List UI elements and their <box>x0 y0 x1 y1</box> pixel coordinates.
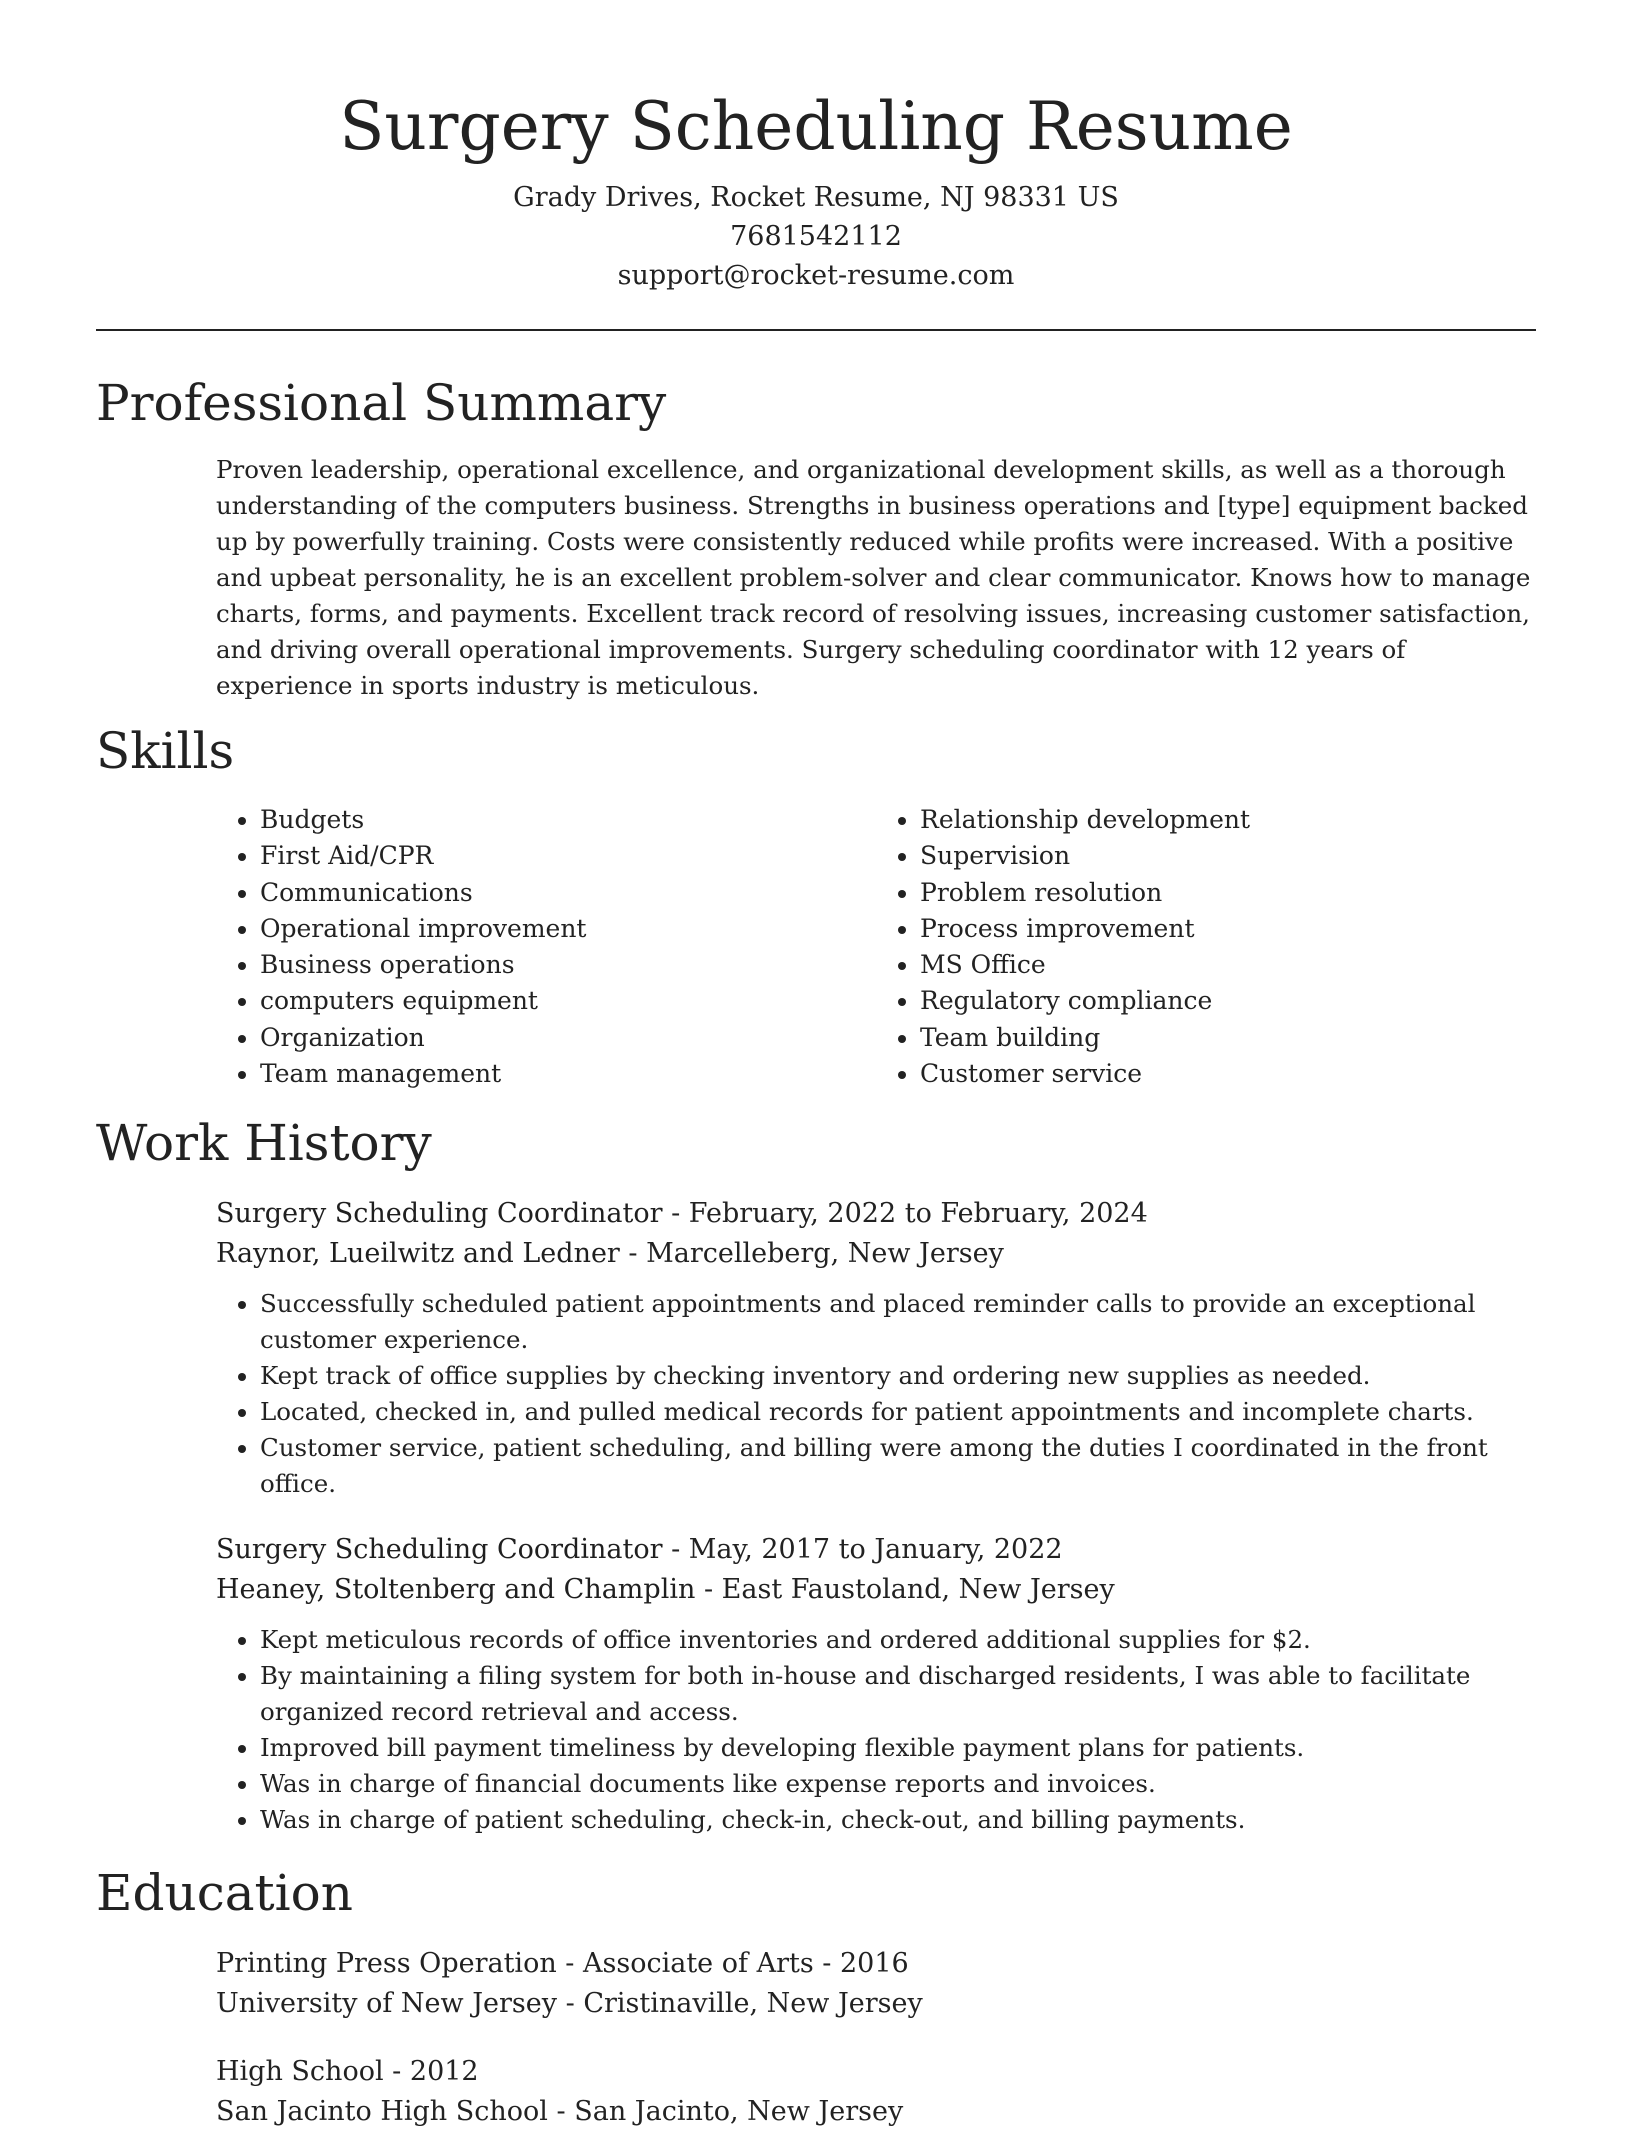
job-duties <box>216 1622 1536 1838</box>
skill-item: • Organization <box>260 1020 876 1056</box>
school-line: University of New Jersey - Cristinaville, New Jersey <box>216 1988 923 2020</box>
job-company-line: Heaney, Stoltenberg and Champlin - East Faustoland, New Jersey <box>216 1574 1115 1606</box>
job-company-line: Raynor, Lueilwitz and Ledner - Marcelleberg, New Jersey <box>216 1238 1004 1270</box>
summary-text: Proven leadership, operational excellence, and organizational development skills, as well as a thorough understanding of the computers business. Strengths in business operations and [type] equipment backed up by powerfully training. Costs were consistently reduced while profits were increased. With a positive and upbeat personality, he is an excellent problem-solver and clear communicator. Knows how to manage charts, forms, and payments. Excellent track record of resolving issues, increasing customer satisfaction, and driving overall operational improvements. Surgery scheduling coordinator with 12 years of experience in sports industry is meticulous. <box>216 455 1531 700</box>
resume-page <box>96 0 1536 2132</box>
degree-line: Printing Press Operation - Associate of Arts - 2016 <box>216 1948 909 1980</box>
job-location: Marcelleberg, New Jersey <box>646 1238 1004 1270</box>
job-location: East Faustoland, New Jersey <box>721 1574 1115 1606</box>
skills-heading: Skills <box>96 722 235 780</box>
job-duty: • Kept track of office supplies by checking inventory and ordering new supplies as needed. <box>260 1358 1536 1394</box>
skill-item: • Relationship development <box>920 802 1536 838</box>
education-entry <box>216 2052 1536 2132</box>
job-dates: May, 2017 to January, 2022 <box>688 1534 1063 1566</box>
skill-item: • Operational improvement <box>260 911 876 947</box>
job-duties <box>216 1286 1536 1502</box>
skill-item: • Communications <box>260 875 876 911</box>
skill-item: • Team building <box>920 1020 1536 1056</box>
job-title: Surgery Scheduling Coordinator <box>216 1534 663 1566</box>
job-title-line: Surgery Scheduling Coordinator - May, 2017 to January, 2022 <box>216 1534 1063 1566</box>
education-heading: Education <box>96 1864 353 1923</box>
skill-item: • Business operations <box>260 947 876 983</box>
school-name: University of New Jersey <box>216 1988 558 2020</box>
job-duty: • Customer service, patient scheduling, and billing were among the duties I coordinated in the front office. <box>260 1430 1536 1502</box>
job-entry <box>216 1194 1536 1502</box>
contact-block <box>96 178 1536 295</box>
job-duty: • Successfully scheduled patient appointments and placed reminder calls to provide an exceptional customer experience. <box>260 1286 1536 1358</box>
skill-item: • computers equipment <box>260 983 876 1019</box>
job-company: Heaney, Stoltenberg and Champlin <box>216 1574 696 1606</box>
school-name: San Jacinto High School <box>216 2096 548 2128</box>
skill-item: • Team management <box>260 1056 876 1092</box>
job-title: Surgery Scheduling Coordinator <box>216 1198 663 1230</box>
education-entry <box>216 1944 1536 2024</box>
job-duty: • Improved bill payment timeliness by developing flexible payment plans for patients. <box>260 1730 1536 1766</box>
skill-item: • Customer service <box>920 1056 1536 1092</box>
skill-item: • MS Office <box>920 947 1536 983</box>
job-duty: • Kept meticulous records of office inventories and ordered additional supplies for $2. <box>260 1622 1536 1658</box>
job-duty: • Located, checked in, and pulled medical records for patient appointments and incomplete charts. <box>260 1394 1536 1430</box>
skill-item: • Process improvement <box>920 911 1536 947</box>
work-history-heading: Work History <box>96 1114 432 1173</box>
resume-title: Surgery Scheduling Resume <box>339 88 1293 165</box>
skills-list <box>216 802 1536 1092</box>
skill-item: • Budgets <box>260 802 876 838</box>
contact-email: support@rocket-resume.com <box>617 260 1015 291</box>
degree: Printing Press Operation - Associate of Arts <box>216 1948 814 1980</box>
degree: High School <box>216 2056 384 2088</box>
summary-heading: Professional Summary <box>96 374 667 432</box>
skill-item: • Regulatory compliance <box>920 983 1536 1019</box>
skills-column-left <box>216 802 876 1092</box>
job-title-line: Surgery Scheduling Coordinator - February, 2022 to February, 2024 <box>216 1198 1148 1230</box>
graduation-year: 2012 <box>409 2056 479 2088</box>
school-location: Cristinaville, New Jersey <box>583 1988 923 2020</box>
job-dates: February, 2022 to February, 2024 <box>688 1198 1148 1230</box>
job-company: Raynor, Lueilwitz and Ledner <box>216 1238 620 1270</box>
skill-item: • Supervision <box>920 838 1536 874</box>
school-line: San Jacinto High School - San Jacinto, New Jersey <box>216 2096 904 2128</box>
job-duty: • Was in charge of patient scheduling, check-in, check-out, and billing payments. <box>260 1802 1536 1838</box>
contact-address: Grady Drives, Rocket Resume, NJ 98331 US <box>513 182 1119 213</box>
job-duty: • Was in charge of financial documents like expense reports and invoices. <box>260 1766 1536 1802</box>
skills-column-right <box>876 802 1536 1092</box>
job-entry <box>216 1530 1536 1838</box>
graduation-year: 2016 <box>839 1948 909 1980</box>
header-divider <box>96 329 1536 331</box>
skill-item: • Problem resolution <box>920 875 1536 911</box>
job-duty: • By maintaining a filing system for both in-house and discharged residents, I was able to facilitate organized record retrieval and access. <box>260 1658 1536 1730</box>
skill-item: • First Aid/CPR <box>260 838 876 874</box>
degree-line: High School - 2012 <box>216 2056 479 2088</box>
contact-phone: 7681542112 <box>730 221 902 252</box>
school-location: San Jacinto, New Jersey <box>574 2096 904 2128</box>
